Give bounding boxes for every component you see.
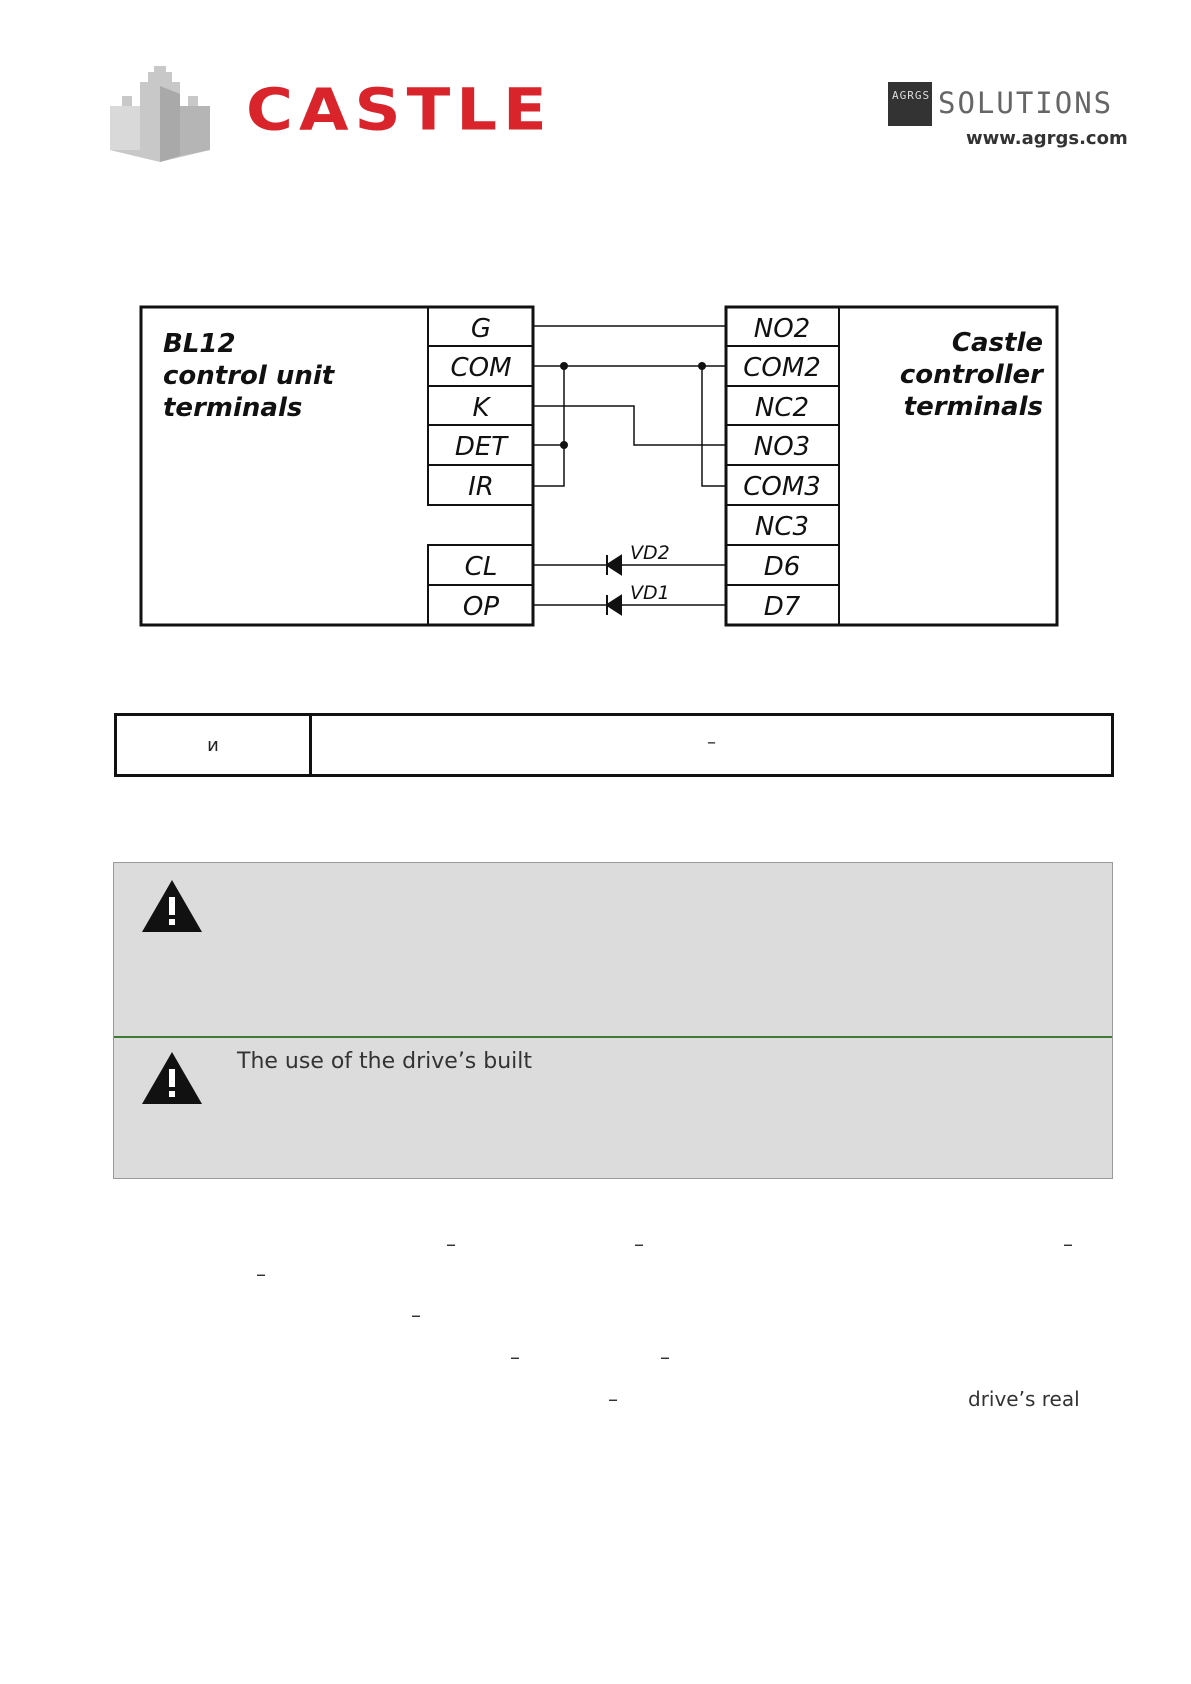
left-title-line-1: BL12 (163, 329, 236, 359)
body-dash: – (256, 1262, 266, 1286)
terminal-no3: NO3 (753, 432, 811, 462)
warning-icon (142, 1052, 202, 1104)
left-title-line-3: terminals (163, 393, 303, 423)
diode-vd2-icon (607, 555, 621, 575)
body-dash: – (608, 1387, 618, 1411)
junction-dot (560, 441, 568, 449)
terminal-d7: D7 (763, 592, 801, 622)
terminal-k: K (472, 393, 490, 423)
right-title-line-2: controller (899, 360, 1043, 390)
wire-com2-com3 (702, 366, 726, 486)
terminal-com2: COM2 (743, 353, 821, 383)
body-text-drive-real: drive’s real (968, 1387, 1080, 1411)
terminal-no2: NO2 (753, 314, 811, 344)
body-dash: – (411, 1303, 421, 1327)
diode-vd1-icon (607, 595, 621, 615)
solutions-wordmark: SOLUTIONS (938, 86, 1114, 120)
diode-vd2-label: VD2 (630, 542, 670, 564)
junction-dot (698, 362, 706, 370)
terminal-com: COM (450, 353, 512, 383)
info-table-right-cell: – (707, 732, 716, 753)
info-table-left-cell: и (117, 716, 312, 774)
body-dash: – (446, 1232, 456, 1256)
terminal-nc2: NC2 (754, 393, 810, 423)
partner-site-link[interactable]: www.agrgs.com (966, 128, 1128, 149)
wire-com-bus (533, 366, 564, 486)
wire-k-no3 (533, 406, 726, 445)
info-table (114, 713, 1114, 777)
terminal-com3: COM3 (743, 472, 821, 502)
junction-dot (560, 362, 568, 370)
terminal-cl: CL (464, 552, 498, 582)
warning-panel (113, 862, 1113, 1179)
terminal-d6: D6 (763, 552, 801, 582)
terminal-ir: IR (468, 472, 494, 502)
wiring-diagram (0, 0, 1191, 700)
body-dash: – (510, 1345, 520, 1369)
castle-wordmark: CASTLE (246, 77, 553, 145)
diode-vd1-label: VD1 (630, 582, 670, 604)
warning-icon (142, 880, 202, 932)
warning-separator (114, 1036, 1112, 1038)
right-title-line-1: Castle (951, 328, 1043, 358)
warning-text-2: The use of the drive’s built (237, 1049, 533, 1074)
terminal-g: G (470, 314, 492, 344)
body-dash: – (634, 1232, 644, 1256)
terminal-nc3: NC3 (754, 512, 810, 542)
body-dash: – (1063, 1232, 1073, 1256)
agrgs-logo-text: AGRGS (892, 89, 931, 102)
right-title-line-3: terminals (903, 392, 1043, 422)
left-title-line-2: control unit (163, 361, 335, 391)
terminal-op: OP (462, 592, 500, 622)
body-dash: – (660, 1345, 670, 1369)
terminal-det: DET (454, 432, 508, 462)
